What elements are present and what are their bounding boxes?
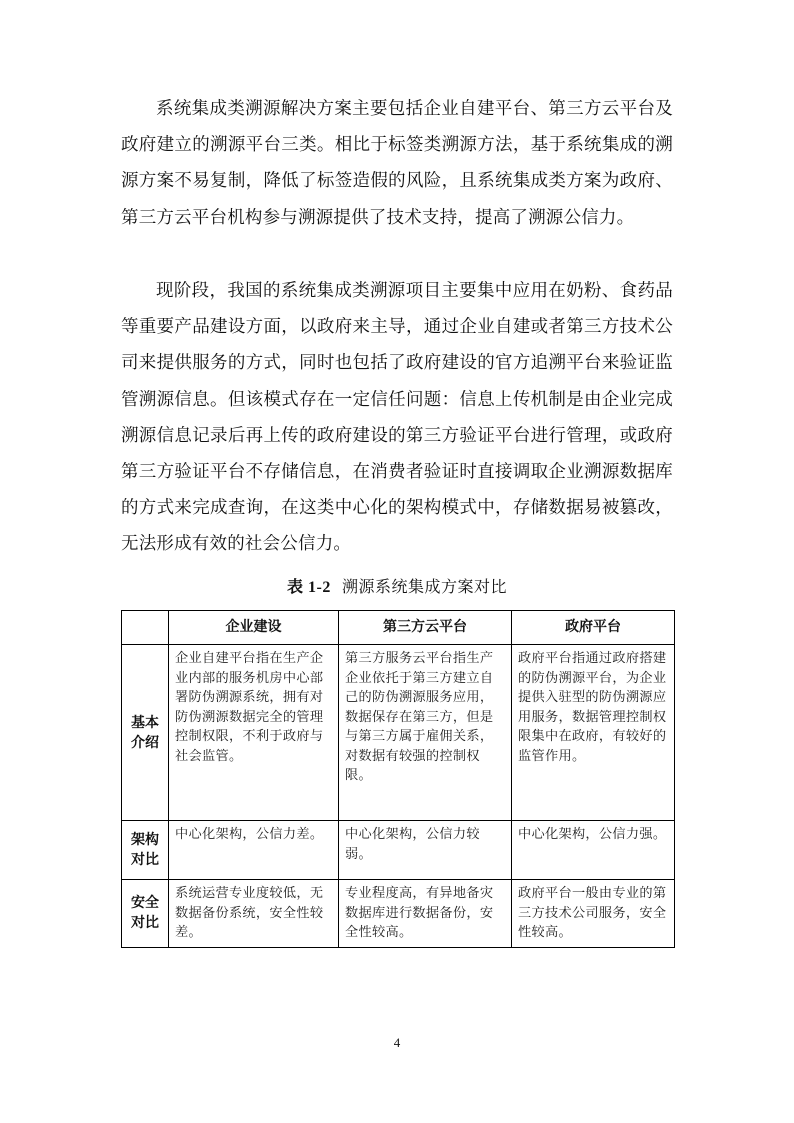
table-cell: 中心化架构，公信力较弱。: [339, 821, 512, 880]
comparison-table: [121, 610, 675, 948]
row-label-line: 对比: [131, 852, 159, 868]
table-cell: 政府平台指通过政府搭建的防伪溯源平台，为企业提供入驻型的防伪溯源应用服务，数据管理控制权限集中在政府，有较好的监管作用。: [512, 645, 675, 821]
header-enterprise: 企业建设: [169, 611, 339, 645]
row-label-line: 基本: [131, 714, 159, 731]
header-third-party-cloud: 第三方云平台: [339, 611, 512, 645]
table-cell: 系统运营专业度较低，无数据备份系统，安全性较差。: [169, 880, 339, 948]
header-corner-cell: [122, 611, 169, 645]
table-cell: 中心化架构，公信力差。: [169, 821, 339, 880]
table-cell: 第三方服务云平台指生产企业依托于第三方建立自己的防伪溯源服务应用，数据保存在第三方，但是与第三方属于雇佣关系，对数据有较强的控制权限。: [339, 645, 512, 821]
table-row-architecture: [122, 821, 675, 880]
body-paragraph-1: 系统集成类溯源解决方案主要包括企业自建平台、第三方云平台及政府建立的溯源平台三类。相比于标签类溯源方法，基于系统集成的溯源方案不易复制，降低了标签造假的风险，且系统集成类方案为政府、第三方云平台机构参与溯源提供了技术支持，提高了溯源公信力。: [121, 99, 673, 228]
page-number: 4: [393, 1035, 401, 1050]
table-row-security: [122, 880, 675, 948]
table-row-basic-intro: [122, 645, 675, 821]
row-label-basic-intro: [122, 645, 169, 821]
table-header-row: [122, 611, 675, 645]
table-caption: [121, 574, 673, 601]
table-cell: 企业自建平台指在生产企业内部的服务机房中心部署防伪溯源系统，拥有对防伪溯源数据完全的管理控制权限，不利于政府与社会监管。: [169, 645, 339, 821]
table-cell: 专业程度高，有异地备灾数据库进行数据备份，安全性较高。: [339, 880, 512, 948]
row-label-line: 对比: [131, 915, 159, 932]
table-cell: 政府平台一般由专业的第三方技术公司服务，安全性较高。: [512, 880, 675, 948]
row-label-line: 架构: [131, 832, 159, 848]
table-caption-title: 溯源系统集成方案对比: [342, 577, 508, 596]
body-paragraph-2: 现阶段，我国的系统集成类溯源项目主要集中应用在奶粉、食药品等重要产品建设方面，以政府来主导，通过企业自建或者第三方技术公司来提供服务的方式，同时也包括了政府建设的官方追溯平台来验证监管溯源信息。但该模式存在一定信任问题：信息上传机制是由企业完成溯源信息记录后再上传的政府建设的第三方验证平台进行管理，或政府第三方验证平台不存储信息，在消费者验证时直接调取企业溯源数据库的方式来完成查询，在这类中心化的架构模式中，存储数据易被篡改，无法形成有效的社会公信力。: [121, 281, 673, 555]
row-label-line: 安全: [131, 895, 159, 912]
row-label-line: 介绍: [131, 734, 159, 751]
row-label-architecture: [122, 821, 169, 880]
header-government: 政府平台: [512, 611, 675, 645]
table-cell: 中心化架构，公信力强。: [512, 821, 675, 880]
table-caption-number: 表 1-2: [286, 579, 331, 596]
row-label-security: [122, 880, 169, 948]
